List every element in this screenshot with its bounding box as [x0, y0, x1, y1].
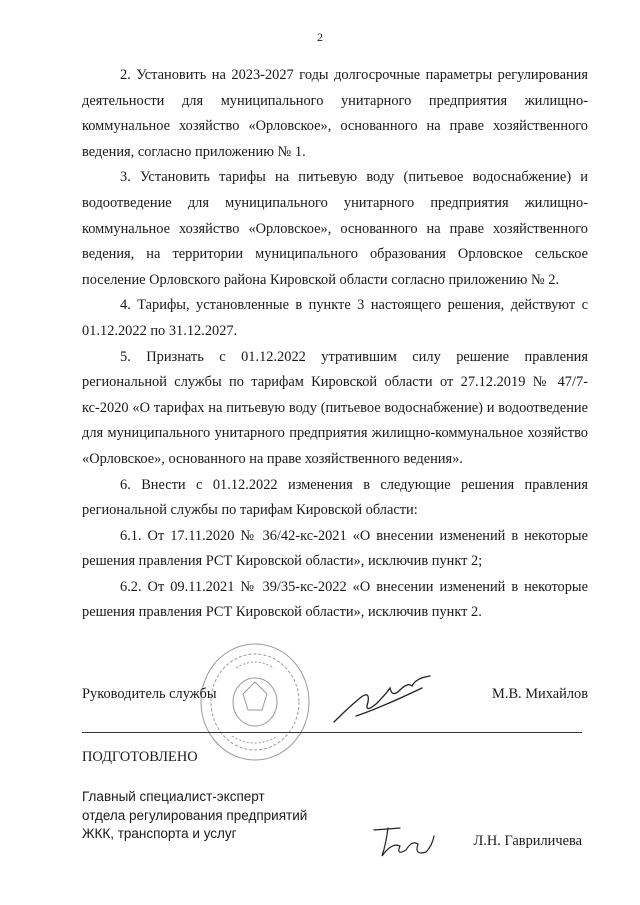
paragraph-5: 5. Признать с 01.12.2022 утратившим силу решение правления региональной службы по тарифам Кировской области от 27.12.2019 № 47/7-кс-2020 «О тарифах на питьевую воду (питьевое водоснабжение) и водоотведение для муниципального унитарного предприятия жилищно-коммунальное хозяйство «Орловское», основанного на праве хозяйственного ведения».	[82, 348, 588, 467]
author-signature	[370, 822, 440, 862]
paragraph-6-2: 6.2. От 09.11.2021 № 39/35-кс-2022 «О внесении изменений в некоторые решения правления РСТ Кировской области», исключив пункт 2.	[82, 578, 588, 621]
paragraph-2: 2. Установить на 2023-2027 годы долгосрочные параметры регулирования деятельности для муниципального унитарного предприятия жилищно-коммунальное хозяйство «Орловское», основанного на праве хозяйственного ведения, согласно приложению № 1.	[82, 67, 588, 160]
paragraph-6-1: 6.1. От 17.11.2020 № 36/42-кс-2021 «О внесении изменений в некоторые решения правления РСТ Кировской области», исключив пункт 2;	[82, 527, 588, 570]
author-position-line: ЖКК, транспорта и услуг	[82, 826, 237, 841]
document-body	[82, 63, 588, 626]
paragraph-4: 4. Тарифы, установленные в пункте 3 настоящего решения, действуют с 01.12.2022 по 31.12.2027.	[82, 297, 588, 339]
author-position-line: отдела регулирования предприятий	[82, 807, 308, 823]
author-position	[82, 788, 307, 844]
author-position-line: Главный специалист-эксперт	[82, 789, 265, 804]
handwritten-signature	[330, 668, 440, 728]
signature-divider	[82, 732, 582, 733]
author-name: Л.Н. Гавриличева	[473, 833, 582, 849]
paragraph-3: 3. Установить тарифы на питьевую воду (питьевое водоснабжение) и водоотведение для муниципального унитарного предприятия жилищно-коммунальное хозяйство «Орловское», основанного на праве хозяйственного ведения, на территории муниципального образования Орловское сельское поселение Орловского района Кировской области согласно приложению № 2.	[82, 169, 588, 288]
signatory-role: Руководитель службы	[82, 686, 217, 702]
prepared-label: ПОДГОТОВЛЕНО	[82, 749, 198, 765]
paragraph-6: 6. Внести с 01.12.2022 изменения в следующие решения правления региональной службы по тарифам Кировской области:	[82, 476, 588, 519]
page-number: 2	[317, 30, 323, 44]
signatory-name: М.В. Михайлов	[492, 686, 588, 702]
